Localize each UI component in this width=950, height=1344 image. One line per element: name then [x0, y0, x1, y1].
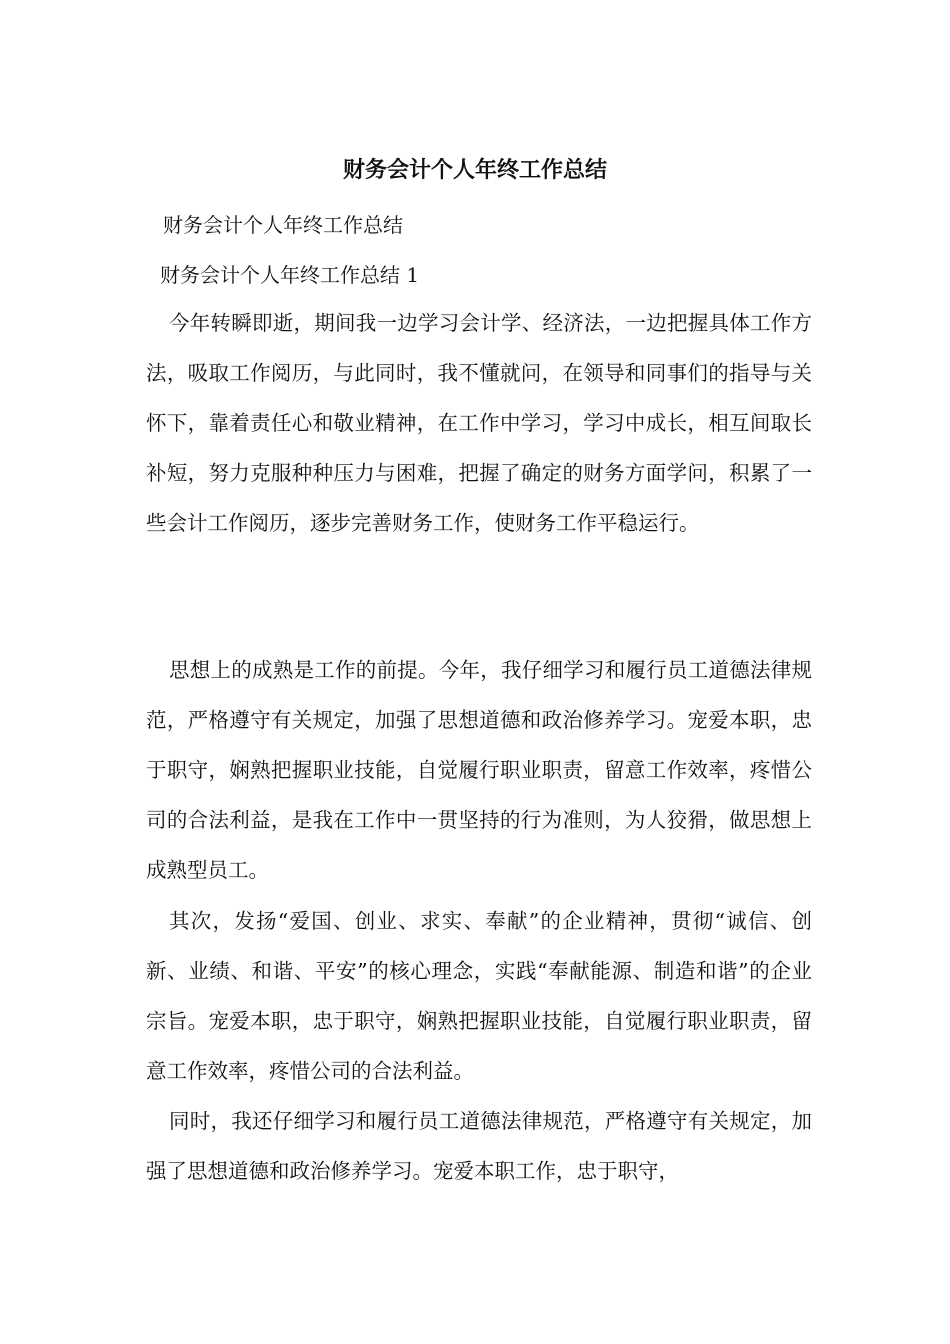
paragraph: 今年转瞬即逝，期间我一边学习会计学、经济法，一边把握具体工作方法，吸取工作阅历，与此同时，我不懂就问，在领导和同事们的指导与关怀下，靠着责任心和敬业精神，在工作中学习，学习中成长，相互间取长补短，努力克服种种压力与困难，把握了确定的财务方面学问，积累了一些会计工作阅历，逐步完善财务工作，使财务工作平稳运行。 [146, 311, 812, 535]
paragraph: 其次，发扬“爱国、创业、求实、奉献”的企业精神，贯彻“诚信、创新、业绩、和谐、平安”的核心理念，实践“奉献能源、制造和谐”的企业宗旨。宠爱本职，忠于职守，娴熟把握职业技能，自觉履行职业职责，留意工作效率，疼惜公司的合法利益。 [146, 909, 812, 1083]
document-title: 财务会计个人年终工作总结 [342, 157, 607, 183]
section-heading: 财务会计个人年终工作总结 1 [160, 263, 420, 287]
paragraph: 同时，我还仔细学习和履行员工道德法律规范，严格遵守有关规定，加强了思想道德和政治修养学习。宠爱本职工作，忠于职守， [146, 1109, 812, 1183]
document-subtitle: 财务会计个人年终工作总结 [163, 213, 403, 237]
paragraph: 思想上的成熟是工作的前提。今年，我仔细学习和履行员工道德法律规范，严格遵守有关规定，加强了思想道德和政治修养学习。宠爱本职，忠于职守，娴熟把握职业技能，自觉履行职业职责，留意工作效率，疼惜公司的合法利益，是我在工作中一贯坚持的行为准则，为人狡猾，做思想上成熟型员工。 [146, 658, 812, 882]
